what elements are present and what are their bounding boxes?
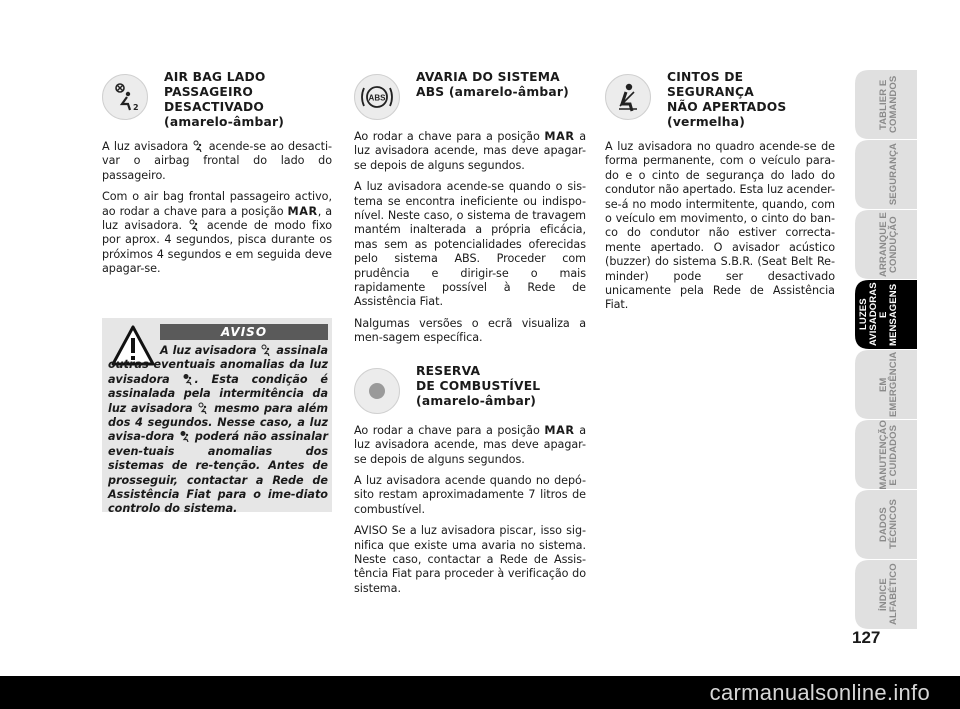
chapter-tab[interactable] xyxy=(855,490,917,559)
seatbelt-paragraph: A luz avisadora no quadro acende-se de forma permanente, com o veículo para-do e o cinto de segurança do lado do condutor não apertado. Esta luz acender-se-á no modo intermitente, quando, com o veículo em movimento, o cinto do ban-co do condutor não estiver correcta-mente apertado. O avisador acústico (buzzer) do sistema S.B.R. (Seat Belt Re-minder) pode ser desactivado unicamente pela Rede de Assistência Fiat. xyxy=(605,140,835,312)
fuel-reserve-icon xyxy=(354,368,400,414)
chapter-tabs xyxy=(855,70,917,630)
airbag-header xyxy=(102,70,332,130)
abs-fuel-section xyxy=(354,70,586,603)
page-number: 127 xyxy=(852,628,881,647)
airbag-off-inline-icon xyxy=(188,219,200,231)
chapter-tab-label: EM EMERGÊNCIA xyxy=(878,351,899,418)
abs-header xyxy=(354,70,586,120)
airbag-inline-icon xyxy=(182,373,194,385)
chapter-tab-label: MANUTENÇÃO E CUIDADOS xyxy=(878,419,899,490)
chapter-tab[interactable] xyxy=(855,350,917,419)
chapter-tab[interactable] xyxy=(855,140,917,209)
airbag-paragraph-2: Com o air bag frontal passageiro activo, ao rodar a chave para a posição MAR, a luz avisadora. acende de modo fixo por aprox. 4 segundos, pisca durante os próximos 4 segundos e em seguida deve apagar-se. xyxy=(102,190,333,276)
abs-icon xyxy=(354,74,400,120)
aviso-text: A luz avisadora assinala outras eventuais anomalias da luz avisadora . Esta condição é assinalada pela intermitência da luz avisadora mesmo para além dos 4 segundos. Nesse caso, a luz avisa-dora poderá não assinalar even-tuais anomalias dos sistemas de re-tenção. Antes de prosseguir, contactar a Rede de Assistência Fiat para o ime-diato controlo do sistema. xyxy=(108,344,329,516)
tab-shape xyxy=(855,140,917,209)
seatbelt-header xyxy=(605,70,835,130)
chapter-tab-label: LUZES AVISADORAS E MENSAGENS xyxy=(858,282,899,347)
airbag-inline-icon xyxy=(179,430,191,442)
seatbelt-title: CINTOS DE SEGURANÇA NÃO APERTADOS (vermelha) xyxy=(667,70,787,129)
chapter-tab[interactable] xyxy=(855,560,917,629)
svg-text:ABS: ABS xyxy=(368,93,386,103)
airbag-off-inline-icon xyxy=(260,344,272,356)
fuel-paragraph-3: AVISO Se a luz avisadora piscar, isso sig-nifica que existe uma avaria no sistema. Neste caso, contactar a Rede de Assis-tência Fiat para proceder à verificação do sistema. xyxy=(354,524,586,595)
airbag-off-inline-icon xyxy=(192,140,204,152)
chapter-tab[interactable] xyxy=(855,210,917,279)
fuel-paragraph-2: A luz avisadora acende quando no depó-sito restam aproximadamente 7 litros de combustível. xyxy=(354,473,586,516)
watermark-text: carmanualsonline.info xyxy=(709,679,930,705)
airbag-off-icon xyxy=(102,74,148,120)
airbag-off-inline-icon xyxy=(197,402,209,414)
chapter-tab[interactable] xyxy=(855,420,917,489)
abs-paragraph-1: Ao rodar a chave para a posição MAR a luz avisadora acende, mas deve apagar-se depois de alguns segundos. xyxy=(354,130,586,172)
chapter-tab-label: ÍNDICE ALFABÉTICO xyxy=(878,563,899,626)
fuel-header xyxy=(354,364,586,414)
chapter-tab-label: ARRANQUE E CONDUÇÃO xyxy=(878,212,899,277)
chapter-tab[interactable] xyxy=(855,70,917,139)
watermark xyxy=(0,676,960,709)
seatbelt-icon xyxy=(605,74,651,120)
airbag-paragraph-1: A luz avisadora acende-se ao desacti-var o airbag frontal do lado do passageiro. xyxy=(102,140,333,182)
aviso-label: AVISO xyxy=(160,324,328,340)
fuel-paragraph-1: Ao rodar a chave para a posição MAR a luz avisadora acende, mas deve apagar-se depois de alguns segundos. xyxy=(354,423,586,466)
chapter-tab-label: SEGURANÇA xyxy=(888,143,899,206)
svg-text:2: 2 xyxy=(133,103,139,112)
abs-paragraph-2: A luz avisadora acende-se quando o sis-tema se encontra ineficiente ou indispo-nível. Neste caso, o sistema de travagem mantém inalterada a própria eficácia, mas sem as potencialidades oferecidas pelo sistema ABS. Proceder com prudência e dirigir-se o mais rapidamente possível à Rede de Assistência Fiat. xyxy=(354,180,586,309)
chapter-tab[interactable] xyxy=(855,280,917,349)
abs-paragraph-3: Nalgumas versões o ecrã visualiza a men-sagem específica. xyxy=(354,316,586,345)
aviso-box xyxy=(102,318,332,516)
airbag-title: AIR BAG LADO PASSAGEIRO DESACTIVADO (amarelo-âmbar) xyxy=(164,70,285,129)
chapter-tab-label: DADOS TÉCNICOS xyxy=(878,499,899,550)
fuel-title: RESERVA DE COMBUSTÍVEL (amarelo-âmbar) xyxy=(416,363,541,408)
chapter-tab-label: TABLIER E COMANDOS xyxy=(878,75,899,134)
seatbelt-section xyxy=(605,70,835,320)
airbag-section xyxy=(102,70,332,284)
abs-title: AVARIA DO SISTEMA ABS (amarelo-âmbar) xyxy=(416,70,569,99)
